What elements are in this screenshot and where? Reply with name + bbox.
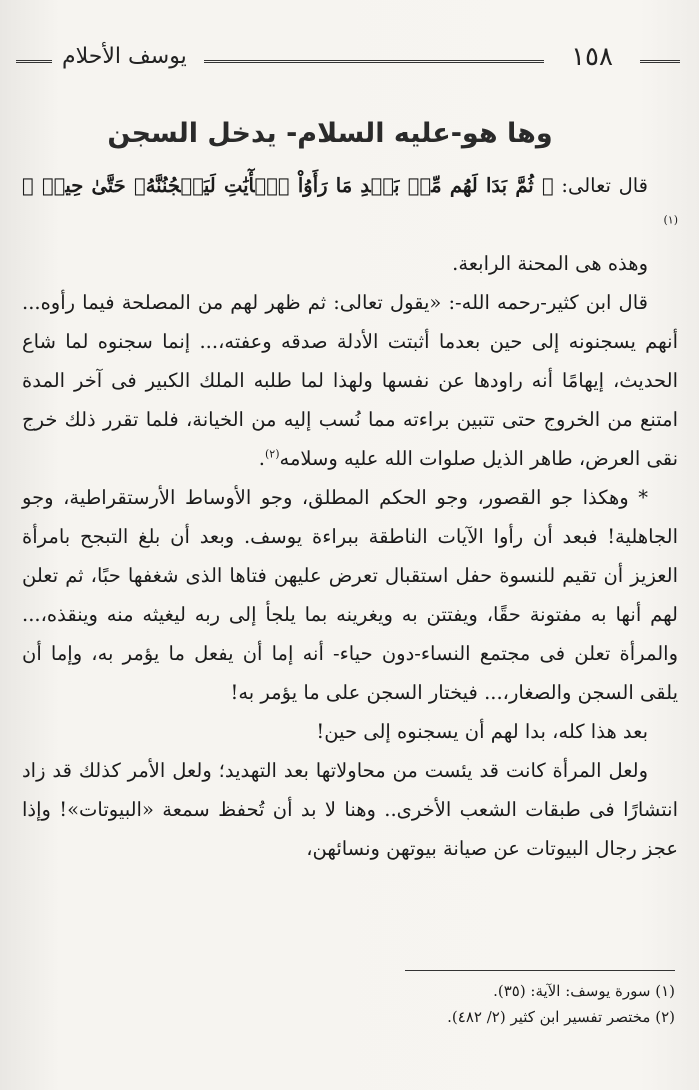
paragraph-woman: ولعل المرأة كانت قد يئست من محاولاتها بعد التهديد؛ ولعل الأمر كذلك قد زاد انتشارًا فى طبقات الشعب الأخرى.. وهنا لا بد أن تُحفظ سمعة «البيوتات»! وإذا عجز رجال البيوتات عن صيانة بيوتهن ونسائهن، bbox=[22, 759, 678, 860]
footnote-ref-1: (١) bbox=[663, 213, 678, 227]
paragraph-palaces: * وهكذا جو القصور، وجو الحكم المطلق، وجو الأوساط الأرستقراطية، وجو الجاهلية! فبعد أن رأوا الآيات الناطقة ببراءة يوسف. وبعد أن بلغ التبجح بامرأة العزيز أن تقيم للنسوة حفل استقبال تعرض عليهن فتاها الذى شغفها حبًا، ثم تعلن لهم أنها به مفتونة حقًا، ويفتتن به ويغرينه بما يلجأ إلى ربه ليغيثه منه وينقذه،... والمرأة تعلن فى مجتمع النساء-دون حياء- أنه إما أن يفعل ما يؤمر به، وإما أن يلقى السجن والصغار،... فيختار السجن على ما يؤمر به! bbox=[22, 486, 678, 704]
quran-verse: ﴿ ثُمَّ بَدَا لَهُم مِّنۢ بَعۡدِ مَا رَأَوُاْ ٱلۡأٓيَٰتِ لَيَسۡجُنُنَّهُۥ حَتَّىٰ حِينٖ ﴾ bbox=[22, 174, 554, 197]
paragraph-verse bbox=[22, 166, 678, 244]
page-number: ١٥٨ bbox=[571, 42, 613, 72]
paragraph-after-all: بعد هذا كله، بدا لهم أن يسجنوه إلى حين! bbox=[316, 720, 648, 743]
quote-end: . bbox=[258, 447, 265, 470]
ibn-kathir-quote: قال ابن كثير-رحمه الله-: «يقول تعالى: ثم ظهر لهم من المصلحة فيما رأوه... أنهم يسجنونه إلى حين بعدما أثبتت الأدلة صدقه وعفته،... إنما سجنوه لما شاع الحديث، إيهامًا أنه راودها عن نفسها ولهذا لما طلبه الملك الكبير فى آخر المدة امتنع من الخروج حتى تتبين براءته مما نُسب إليه من الخيانة، فلما تقرر ذلك خرج نقى العرض، طاهر الذيل صلوات الله عليه وسلامه bbox=[22, 291, 678, 470]
book-title: يوسف الأحلام bbox=[62, 44, 187, 69]
header-rule-left bbox=[16, 60, 52, 63]
page-header bbox=[12, 40, 688, 80]
header-rule-right bbox=[640, 60, 680, 63]
footnote-1: (١) سورة يوسف: الآية: (٣٥). bbox=[493, 982, 675, 1000]
paragraph-ibn-kathir bbox=[22, 283, 678, 478]
footnote-divider bbox=[405, 970, 675, 971]
verse-intro: قال تعالى: bbox=[561, 174, 649, 197]
footnote-2: (٢) مختصر تفسير ابن كثير (٢/ ٤٨٢). bbox=[447, 1008, 675, 1026]
paragraph-trial: وهذه هى المحنة الرابعة. bbox=[452, 252, 648, 275]
body-text bbox=[22, 166, 678, 868]
footnote-ref-2: (٢) bbox=[265, 447, 280, 461]
header-rule-middle bbox=[204, 60, 544, 63]
footnotes bbox=[35, 978, 675, 1030]
section-title: وها هو-عليه السلام- يدخل السجن bbox=[107, 118, 553, 149]
